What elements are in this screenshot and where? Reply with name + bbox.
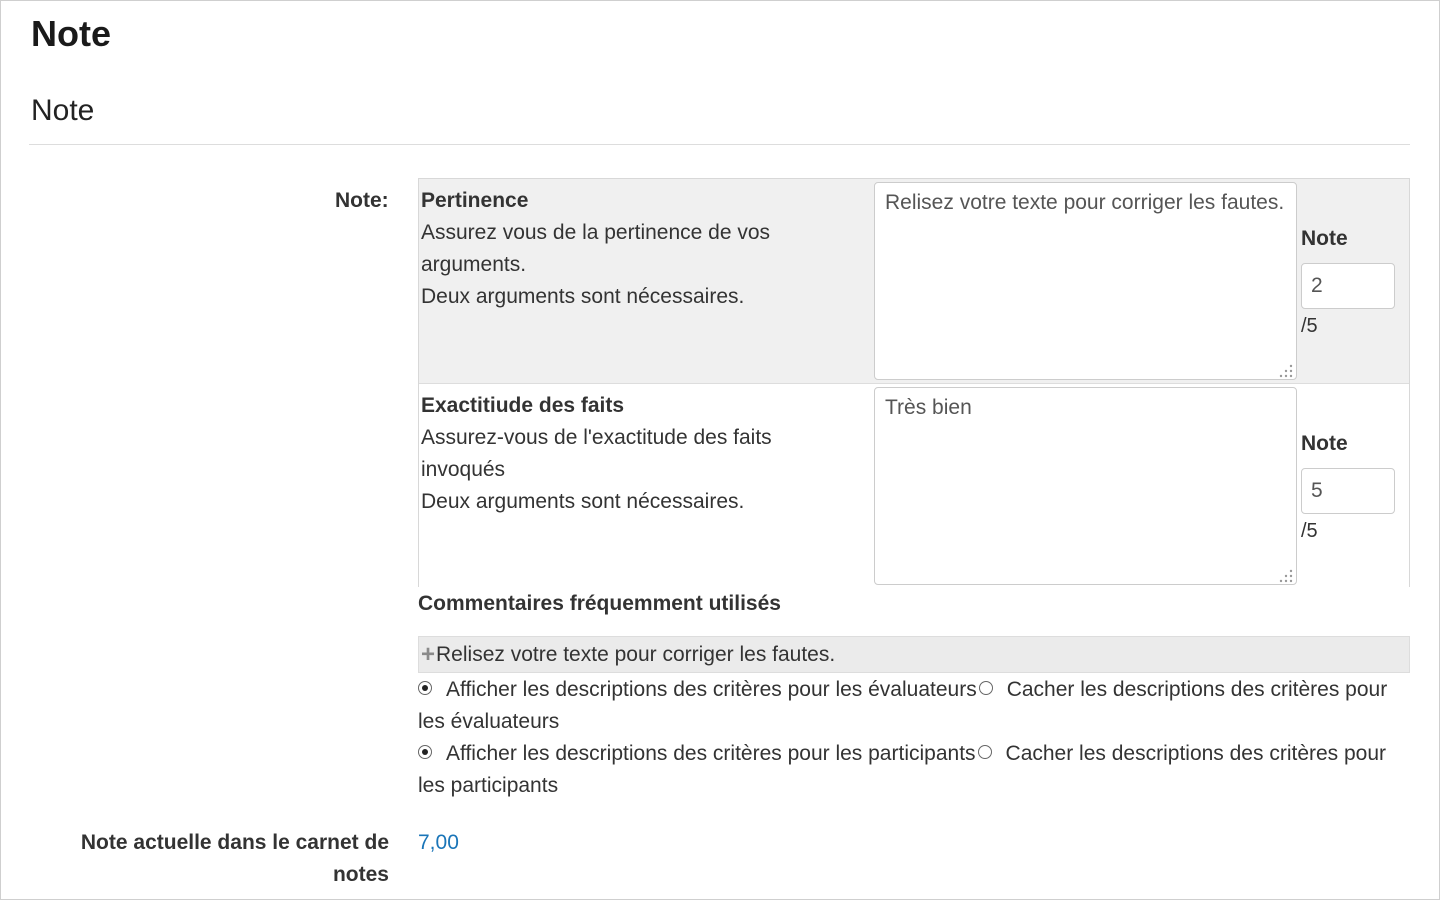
score-label: Note — [1301, 432, 1348, 455]
score-input[interactable] — [1301, 468, 1395, 514]
hide-participants-label: Cacher les descriptions des critères pour les participants — [418, 742, 1387, 797]
score-label: Note — [1301, 227, 1348, 250]
show-participants-label: Afficher les descriptions des critères pour les participants — [446, 742, 976, 765]
frequent-comment-text: Relisez votre texte pour corriger les fautes. — [436, 643, 836, 666]
criteria-display-options — [418, 674, 1398, 802]
section-divider — [29, 144, 1410, 145]
frequent-comment-item[interactable] — [418, 636, 1410, 673]
frequent-comments-title: Commentaires fréquemment utilisés — [418, 592, 781, 615]
criterion-description-cell — [421, 185, 861, 313]
criterion-remark-textarea[interactable] — [874, 182, 1297, 380]
score-input[interactable] — [1301, 263, 1395, 309]
grade-label: Note: — [335, 189, 389, 212]
criterion-title: Pertinence — [421, 189, 529, 212]
criterion-row — [419, 383, 1409, 588]
criterion-title: Exactitiude des faits — [421, 394, 625, 417]
show-graders-radio[interactable] — [418, 681, 432, 695]
show-graders-label: Afficher les descriptions des critères pour les évaluateurs — [446, 678, 977, 701]
hide-participants-radio[interactable] — [978, 745, 992, 759]
criterion-row — [419, 179, 1409, 383]
score-max: /5 — [1301, 315, 1318, 337]
criterion-description: Assurez-vous de l'exactitude des faits invoqués Deux arguments sont nécessaires. — [421, 426, 772, 513]
gradebook-label: Note actuelle dans le carnet de notes — [80, 831, 389, 886]
show-participants-radio[interactable] — [418, 745, 432, 759]
criterion-description: Assurez vous de la pertinence de vos arguments. Deux arguments sont nécessaires. — [421, 221, 771, 308]
hide-graders-label: Cacher les descriptions des critères pour les évaluateurs — [418, 678, 1388, 733]
criterion-description-cell — [421, 390, 861, 518]
plus-icon: + — [421, 641, 436, 668]
section-title: Note — [31, 94, 95, 127]
page-title: Note — [31, 13, 111, 54]
rubric-table — [418, 178, 1410, 587]
gradebook-value-link[interactable]: 7,00 — [418, 831, 459, 854]
score-max: /5 — [1301, 520, 1318, 542]
criterion-remark-textarea[interactable] — [874, 387, 1297, 585]
hide-graders-radio[interactable] — [979, 681, 993, 695]
